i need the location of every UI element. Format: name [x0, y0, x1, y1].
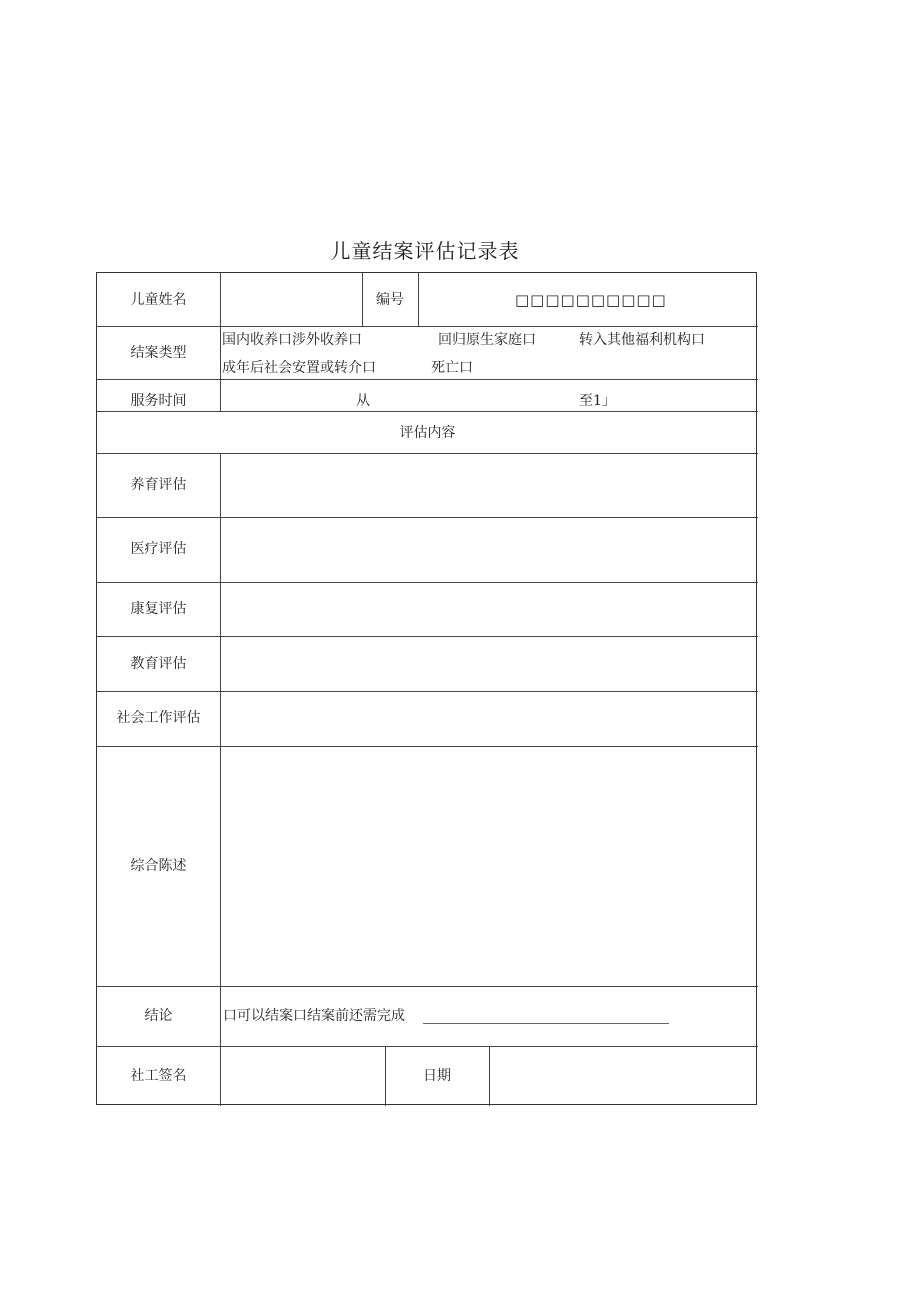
row-divider: [97, 411, 758, 412]
assessment-label: 医疗评估: [130, 541, 187, 557]
number-label: 编号: [376, 292, 404, 308]
case-type-label: 结案类型: [130, 345, 187, 361]
column-divider: [489, 1046, 490, 1106]
row-divider: [97, 453, 758, 454]
row-divider: [97, 636, 758, 637]
assessment-label: 社会工作评估: [116, 710, 201, 726]
row-divider: [97, 986, 758, 987]
row-divider: [97, 691, 758, 692]
row-divider: [97, 517, 758, 518]
child-name-label: 儿童姓名: [130, 292, 187, 308]
case-type-option: 回归原生家庭口: [438, 332, 536, 348]
row-divider: [97, 379, 758, 380]
assessment-label: 教育评估: [130, 656, 187, 672]
column-divider: [220, 453, 221, 1106]
case-type-option: 成年后社会安置或转介口: [222, 360, 376, 376]
row-divider: [97, 1046, 758, 1047]
summary-label: 综合陈述: [130, 858, 187, 874]
assessment-label: 康复评估: [130, 601, 187, 617]
case-type-option: 国内收养口涉外收养口: [222, 332, 362, 348]
page-title: 儿童结案评估记录表: [330, 239, 520, 263]
case-type-option: 死亡口: [431, 360, 473, 376]
row-divider: [97, 746, 758, 747]
conclusion-text: 口可以结案口结案前还需完成: [223, 1008, 405, 1024]
fill-in-line: [423, 1023, 669, 1024]
case-type-option: 转入其他福利机构口: [579, 332, 705, 348]
column-divider: [418, 273, 419, 326]
service-time-to: 至1」: [579, 393, 616, 409]
service-time-label: 服务时间: [130, 393, 187, 409]
row-divider: [97, 582, 758, 583]
number-boxes: □□□□□□□□□□: [515, 291, 667, 309]
section-header: 评估内容: [399, 425, 456, 441]
row-divider: [97, 326, 758, 327]
signature-label: 社工签名: [130, 1068, 187, 1084]
assessment-label: 养育评估: [130, 477, 187, 493]
record-form: [96, 272, 757, 1105]
conclusion-label: 结论: [144, 1008, 173, 1024]
date-label: 日期: [423, 1068, 451, 1084]
column-divider: [220, 273, 221, 411]
service-time-from: 从: [356, 393, 370, 409]
